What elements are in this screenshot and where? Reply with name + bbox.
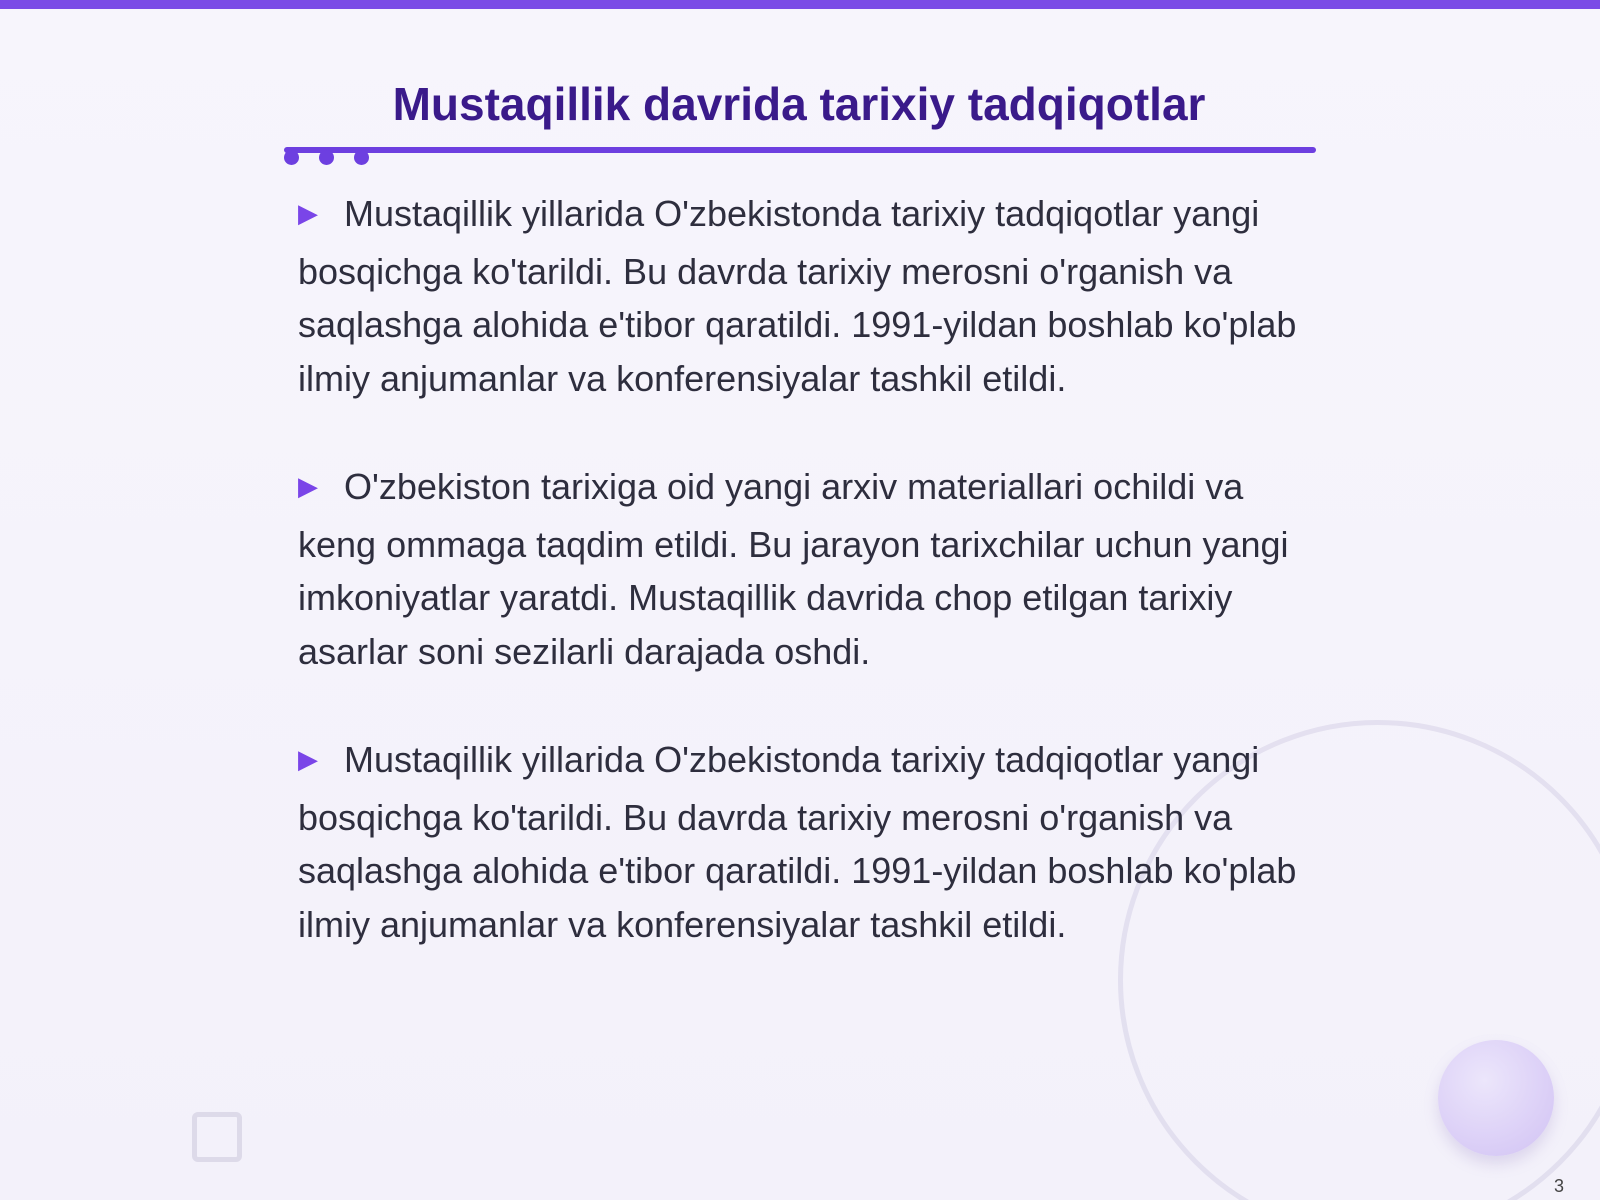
title-underline xyxy=(284,147,1316,153)
top-accent-bar xyxy=(0,0,1600,9)
decor-square xyxy=(192,1112,242,1162)
bullet-list xyxy=(298,187,1318,1006)
bullet-text: Mustaqillik yillarida O'zbekistonda tarixiy tadqiqotlar yangi bosqichga ko'tarildi. Bu davrda tarixiy merosni o'rganish va saqlashga alohida e'tibor qaratildi. 1991-yildan boshlab ko'plab ilmiy anjumanlar va konferensiyalar tashkil etildi. xyxy=(298,739,1297,945)
decor-dot xyxy=(354,150,369,165)
bullet-paragraph xyxy=(298,187,1318,405)
bullet-paragraph xyxy=(298,733,1318,951)
bullet-paragraph xyxy=(298,460,1318,678)
decor-sphere xyxy=(1438,1040,1554,1156)
bullet-arrow-icon: ▶ xyxy=(298,198,318,228)
bullet-text: Mustaqillik yillarida O'zbekistonda tarixiy tadqiqotlar yangi bosqichga ko'tarildi. Bu davrda tarixiy merosni o'rganish va saqlashga alohida e'tibor qaratildi. 1991-yildan boshlab ko'plab ilmiy anjumanlar va konferensiyalar tashkil etildi. xyxy=(298,193,1297,399)
decor-dot xyxy=(284,150,299,165)
page-number: 3 xyxy=(1554,1176,1565,1196)
bullet-arrow-icon: ▶ xyxy=(298,471,318,501)
decor-dot xyxy=(319,150,334,165)
slide-title: Mustaqillik davrida tarixiy tadqiqotlar xyxy=(392,78,1206,130)
bullet-arrow-icon: ▶ xyxy=(298,744,318,774)
bullet-text: O'zbekiston tarixiga oid yangi arxiv materiallari ochildi va keng ommaga taqdim etildi. Bu jarayon tarixchilar uchun yangi imkoniyatlar yaratdi. Mustaqillik davrida chop etilgan tarixiy asarlar soni sezilarli darajada oshdi. xyxy=(298,466,1289,672)
